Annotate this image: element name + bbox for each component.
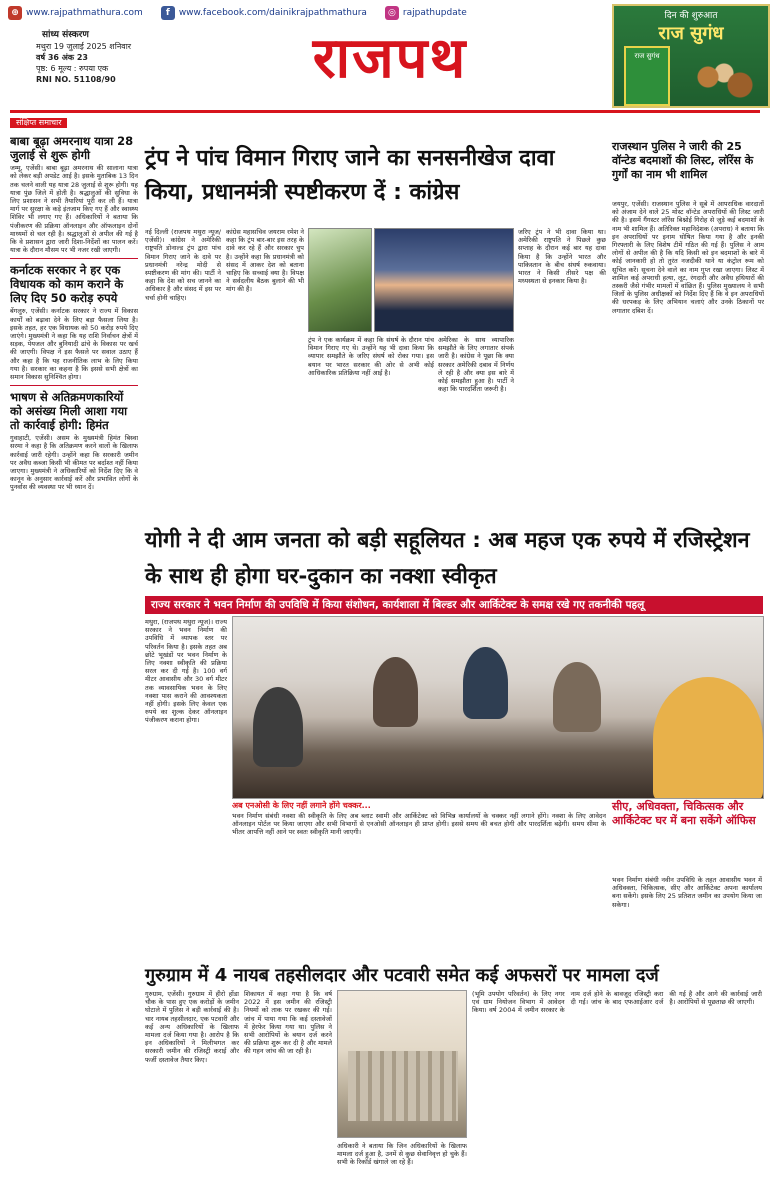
lead-col-2: कांग्रेस महासचिव जयराम रमेश ने कहा कि ट्रंप बार-बार इस तरह के दावे कर रहे हैं और सरकार चुप है। उन्होंने कहा कि प्रधानमंत्री को संसद में आकर देश को बताना चाहिए कि सच्चाई क्या है। विपक्ष ने सर्वदलीय बैठक बुलाने की भी मांग की है। — [226, 228, 304, 294]
ad-tagline: दिन की शुरुआत — [664, 11, 718, 21]
third-col-4: (भूमि उपयोग परिवर्तन) के लिए नगर एवं ग्राम नियोजन विभाग में आवेदन किया। वर्ष 2004 में जमीन सरकार के नाम दर्ज होने के बावजूद रजिस्ट्री करा दी गई। जांच के बाद एफआईआर दर्ज की गई है और आगे की कार्रवाई जारी है। आरोपियों से पूछताछ की जाएगी। — [472, 990, 762, 1015]
globe-icon: ⊕ — [8, 6, 22, 20]
third-headline: गुरुग्राम में 4 नायब तहसीलदार और पटवारी समेत कई अफसरों पर मामला दर्ज — [145, 965, 659, 986]
dateline: मथुरा 19 जुलाई 2025 शनिवार — [36, 42, 132, 51]
brief-news-tag: संक्षिप्त समाचार — [10, 118, 67, 128]
advertisement[interactable] — [612, 4, 770, 108]
instagram-link[interactable]: ◎ rajpathupdate — [385, 6, 467, 20]
volume: वर्ष 36 अंक 23 — [36, 53, 88, 62]
edition-label: सांध्य संस्करण — [42, 30, 89, 40]
instagram-icon: ◎ — [385, 6, 399, 20]
masthead-rule — [10, 110, 760, 113]
noc-body: भवन निर्माण संबंधी नक्शा की स्वीकृति के लिए अब ब्लाट स्वामी और आर्किटेक्ट को विभिन्न कार्यालयों के चक्कर नहीं लगाने होंगे। नक्शा के लिए आवेदन ऑनलाइन पोर्टल पर किया जाएगा और सभी विभागों से एनओसी ऑनलाइन ही प्राप्त होगी। इससे समय की बचत होगी और पारदर्शिता बढ़ेगी। समय सीमा के भीतर आपत्ति नहीं आने पर स्वतः स्वीकृति मानी जाएगी। — [232, 812, 606, 837]
dry-fruits-image — [684, 61, 764, 101]
trump-photo — [374, 228, 514, 332]
newspaper-logo: राजपथ — [312, 25, 468, 91]
ad-brand: राज सुगंध — [658, 23, 724, 44]
third-col-1: गुरुग्राम, एजेंसी। गुरुग्राम में हीरो होंडा चौक के पास हुए एक करोड़ों के जमीन घोटाले में पुलिस ने बड़ी कार्रवाई की है। चार नायब तहसीलदार, एक पटवारी और कई अन्य अधिकारियों के खिलाफ मामला दर्ज किया गया है। आरोप है कि इन अधिकारियों ने मिलीभगत कर सरकारी जमीन की रजिस्ट्री कराई और फर्जी दस्तावेज तैयार किए। — [145, 990, 239, 1064]
right-body: जयपुर, एजेंसी। राजस्थान पुलिस ने सूबे में आपराधिक वारदातों को अंजाम देने वाले 25 मोस्ट वॉन्टेड अपराधियों की लिस्ट जारी की है। इसमें गैंगस्टर लॉरेंस बिश्नोई गिरोह से जुड़े कई बदमाशों के नाम भी शामिल हैं। अतिरिक्त महानिदेशक (अपराध) ने बताया कि इन अपराधियों पर इनाम घोषित किया गया है और इनकी गिरफ्तारी के लिए विशेष टीमें गठित की गई हैं। पुलिस ने आम लोगों से अपील की है कि यदि किसी को इन बदमाशों के बारे में कोई जानकारी हो तो तुरंत नजदीकी थाने या कंट्रोल रूम को सूचित करें। सूचना देने वाले का नाम गुप्त रखा जाएगा। लिस्ट में शामिल कई अपराधी हत्या, लूट, रंगदारी और अवैध हथियारों की तस्करी जैसे गंभीर मामलों में वांछित हैं। पुलिस मुख्यालय ने सभी जिलों के पुलिस अधीक्षकों को निर्देश दिए हैं कि वे इन अपराधियों की धरपकड़ के लिए अभियान चलाएं और उनके ठिकानों पर लगातार दबिश दें। — [612, 200, 764, 315]
right-headline: राजस्थान पुलिस ने जारी की 25 वॉन्टेड बदमाशों की लिस्ट, लॉरेंस के गुर्गों का नाम भी शामिल — [612, 140, 754, 181]
meeting-photo — [232, 616, 764, 799]
lead-col-1: नई दिल्ली (राजपथ मथुरा न्यूज/एजेंसी)। कांग्रेस ने अमेरिकी राष्ट्रपति डोनाल्ड ट्रंप द्वारा पांच विमान गिराए जाने के दावे पर प्रधानमंत्री नरेन्द्र मोदी से स्पष्टीकरण की मांग की। पार्टी ने कहा कि देश को सच जानने का अधिकार है और संसद में इस पर चर्चा होनी चाहिए। — [145, 228, 221, 302]
facebook-link[interactable]: f www.facebook.com/dainikrajpathmathura — [161, 6, 367, 20]
court-building-photo — [337, 990, 467, 1138]
lead-col-4: अमेरिका के साथ व्यापारिक समझौते के लिए लगातार संपर्क जारी है। कांग्रेस ने पूछा कि क्या सरकार अमेरिकी दबाव में निर्णय ले रही है और क्या इस बारे में कोई समझौता हुआ है। पार्टी ने कहा कि पारदर्शिता जरूरी है। — [438, 336, 514, 394]
second-col-1: मथुरा, (राजपथ मथुरा न्यूज)। राज्य सरकार ने भवन निर्माण की उपविधि में व्यापक स्तर पर परिवर्तन किया है। इसके तहत अब छोटे भूखंडों पर भवन निर्माण के लिए नक्शा स्वीकृति की प्रक्रिया सरल कर दी गई है। 100 वर्ग मीटर आवासीय और 30 वर्ग मीटर तक व्यावसायिक भवन के लिए नक्शा पास कराने की आवश्यकता नहीं होगी। इसके लिए केवल एक रुपये का शुल्क देकर ऑनलाइन पंजीकरण कराना होगा। — [145, 618, 227, 725]
second-headline: योगी ने दी आम जनता को बड़ी सहूलियत : अब महज एक रुपये में रजिस्ट्रेशन के साथ ही होगा घर-दुकान का नक्शा स्वीकृत — [145, 528, 750, 589]
product-pack: राज सुगंध — [624, 46, 670, 106]
office-body: भवन निर्माण संबंधी नवीन उपविधि के तहत आवासीय भवन में अधिवक्ता, चिकित्सक, सीए और आर्किटेक्ट अपना कार्यालय बना सकेंगे। इसके लिए 25 प्रतिशत जमीन का उपयोग किया जा सकेगा। — [612, 876, 762, 909]
lead-col-5: जरिए ट्रंप ने भी दावा किया था। अमेरिकी राष्ट्रपति ने पिछले कुछ सप्ताह के दौरान कई बार यह दावा किया है कि उन्होंने भारत और पाकिस्तान के बीच संघर्ष रुकवाया। भारत ने किसी तीसरे पक्ष की मध्यस्थता से इनकार किया है। — [518, 228, 606, 286]
left-column — [10, 118, 138, 1198]
third-col-3: अधिकारी ने बताया कि जिन अधिकारियों के खिलाफ मामला दर्ज हुआ है, उनमें से कुछ सेवानिवृत्त हो चुके हैं। सभी के रिकॉर्ड खंगाले जा रहे हैं। — [337, 1142, 467, 1167]
rni-number: RNI NO. 51108/90 — [36, 75, 116, 84]
web-link[interactable]: ⊕ www.rajpathmathura.com — [8, 6, 143, 20]
crash-photo — [308, 228, 372, 332]
office-headline: सीए, अधिवक्ता, चिकित्सक और आर्किटेक्ट घर में बना सकेंगे ऑफिस — [612, 800, 756, 827]
left-headline-2: कर्नाटक सरकार ने हर एक विधायक को काम कराने के लिए दिए 50 करोड़ रुपये — [10, 263, 124, 306]
noc-subhead: अब एनओसी के लिए नहीं लगाने होंगे चक्कर... — [232, 801, 371, 810]
lead-col-3: ट्रंप ने एक कार्यक्रम में कहा कि संघर्ष के दौरान पांच विमान गिराए गए थे। उन्होंने यह भी दावा किया कि व्यापार समझौते के जरिए संघर्ष को रोका गया। इस बयान पर भारत सरकार की ओर से अभी कोई आधिकारिक प्रतिक्रिया नहीं आई है। — [308, 336, 434, 377]
masthead-info — [36, 30, 186, 85]
third-col-2: शिकायत में कहा गया है कि वर्ष 2022 में इस जमीन की रजिस्ट्री नियमों को ताक पर रखकर की गई। जांच में पाया गया कि कई दस्तावेजों में हेरफेर किया गया था। पुलिस ने सभी आरोपियों के बयान दर्ज करने की प्रक्रिया शुरू कर दी है और मामले की गहन जांच की जा रही है। — [244, 990, 332, 1056]
second-subheadline-band: राज्य सरकार ने भवन निर्माण की उपविधि में किया संशोधन, कार्यशाला में बिल्डर और आर्किटेक्ट के समक्ष रखे गए तकनीकी पहलू — [145, 596, 763, 614]
page-price: पृष्ठ: 6 मूल्य : रुपया एक — [36, 64, 109, 73]
left-body-2: बेंगलुरु, एजेंसी। कर्नाटक सरकार ने राज्य में विकास कार्यों को बढ़ावा देने के लिए बड़ा फैसला लिया है। इसके तहत, हर एक विधायक को 50 करोड़ रुपये दिए जाएंगे। मुख्यमंत्री ने कहा कि यह राशि निर्वाचन क्षेत्रों में सड़क, पेयजल और बुनियादी ढांचे के विकास पर खर्च की जाएगी। विपक्ष ने इस फैसले पर सवाल उठाए हैं और कहा है कि यह राजनीतिक लाभ के लिए किया गया है। सरकार का कहना है कि इससे सभी क्षेत्रों का समान विकास सुनिश्चित होगा। — [10, 307, 138, 382]
left-headline-3: भाषण से अतिक्रमणकारियों को असंख्य मिली आशा गया तो कार्रवाई होगी: हिमंत — [10, 390, 128, 433]
facebook-icon: f — [161, 6, 175, 20]
left-body-3: गुवाहाटी, एजेंसी। असम के मुख्यमंत्री हिमंत बिस्वा सरमा ने कहा है कि अतिक्रमण करने वालों के खिलाफ कार्रवाई जारी रहेगी। उन्होंने कहा कि सरकारी जमीन पर अवैध कब्जा किसी भी कीमत पर बर्दाश्त नहीं किया जाएगा। मुख्यमंत्री ने अधिकारियों को निर्देश दिए कि वे कानून के अनुसार कार्रवाई करें और प्रभावित लोगों के पुनर्वास की व्यवस्था पर भी ध्यान दें। — [10, 434, 138, 492]
left-body-1: जम्मू, एजेंसी। बाबा बूढ़ा अमरनाथ की सालाना यात्रा को लेकर बड़ी अपडेट आई है। इसके मुताबिक 13 दिन तक चलने वाली यह यात्रा 28 जुलाई से शुरू होगी। यह यात्रा पुंछ जिले में होती है। श्रद्धालुओं की सुविधा के लिए प्रशासन ने सभी तैयारियां पूरी कर ली हैं। यात्रा मार्ग पर सुरक्षा के कड़े इंतजाम किए गए हैं और स्वास्थ्य शिविर भी लगाए गए हैं। अधिकारियों ने बताया कि पंजीकरण की प्रक्रिया ऑनलाइन और ऑफलाइन दोनों माध्यमों से चल रही है। श्रद्धालुओं से अपील की गई है कि वे प्रशासन द्वारा जारी दिशा-निर्देशों का पालन करें। यात्रा के दौरान मौसम पर भी नजर रखी जाएगी। — [10, 164, 138, 255]
lead-headline: ट्रंप ने पांच विमान गिराए जाने का सनसनीखेज दावा किया, प्रधानमंत्री स्पष्टीकरण दें : कांग्रेस — [145, 146, 555, 205]
left-headline-1: बाबा बूढ़ा अमरनाथ यात्रा 28 जुलाई से शुरू होगी — [10, 134, 134, 163]
